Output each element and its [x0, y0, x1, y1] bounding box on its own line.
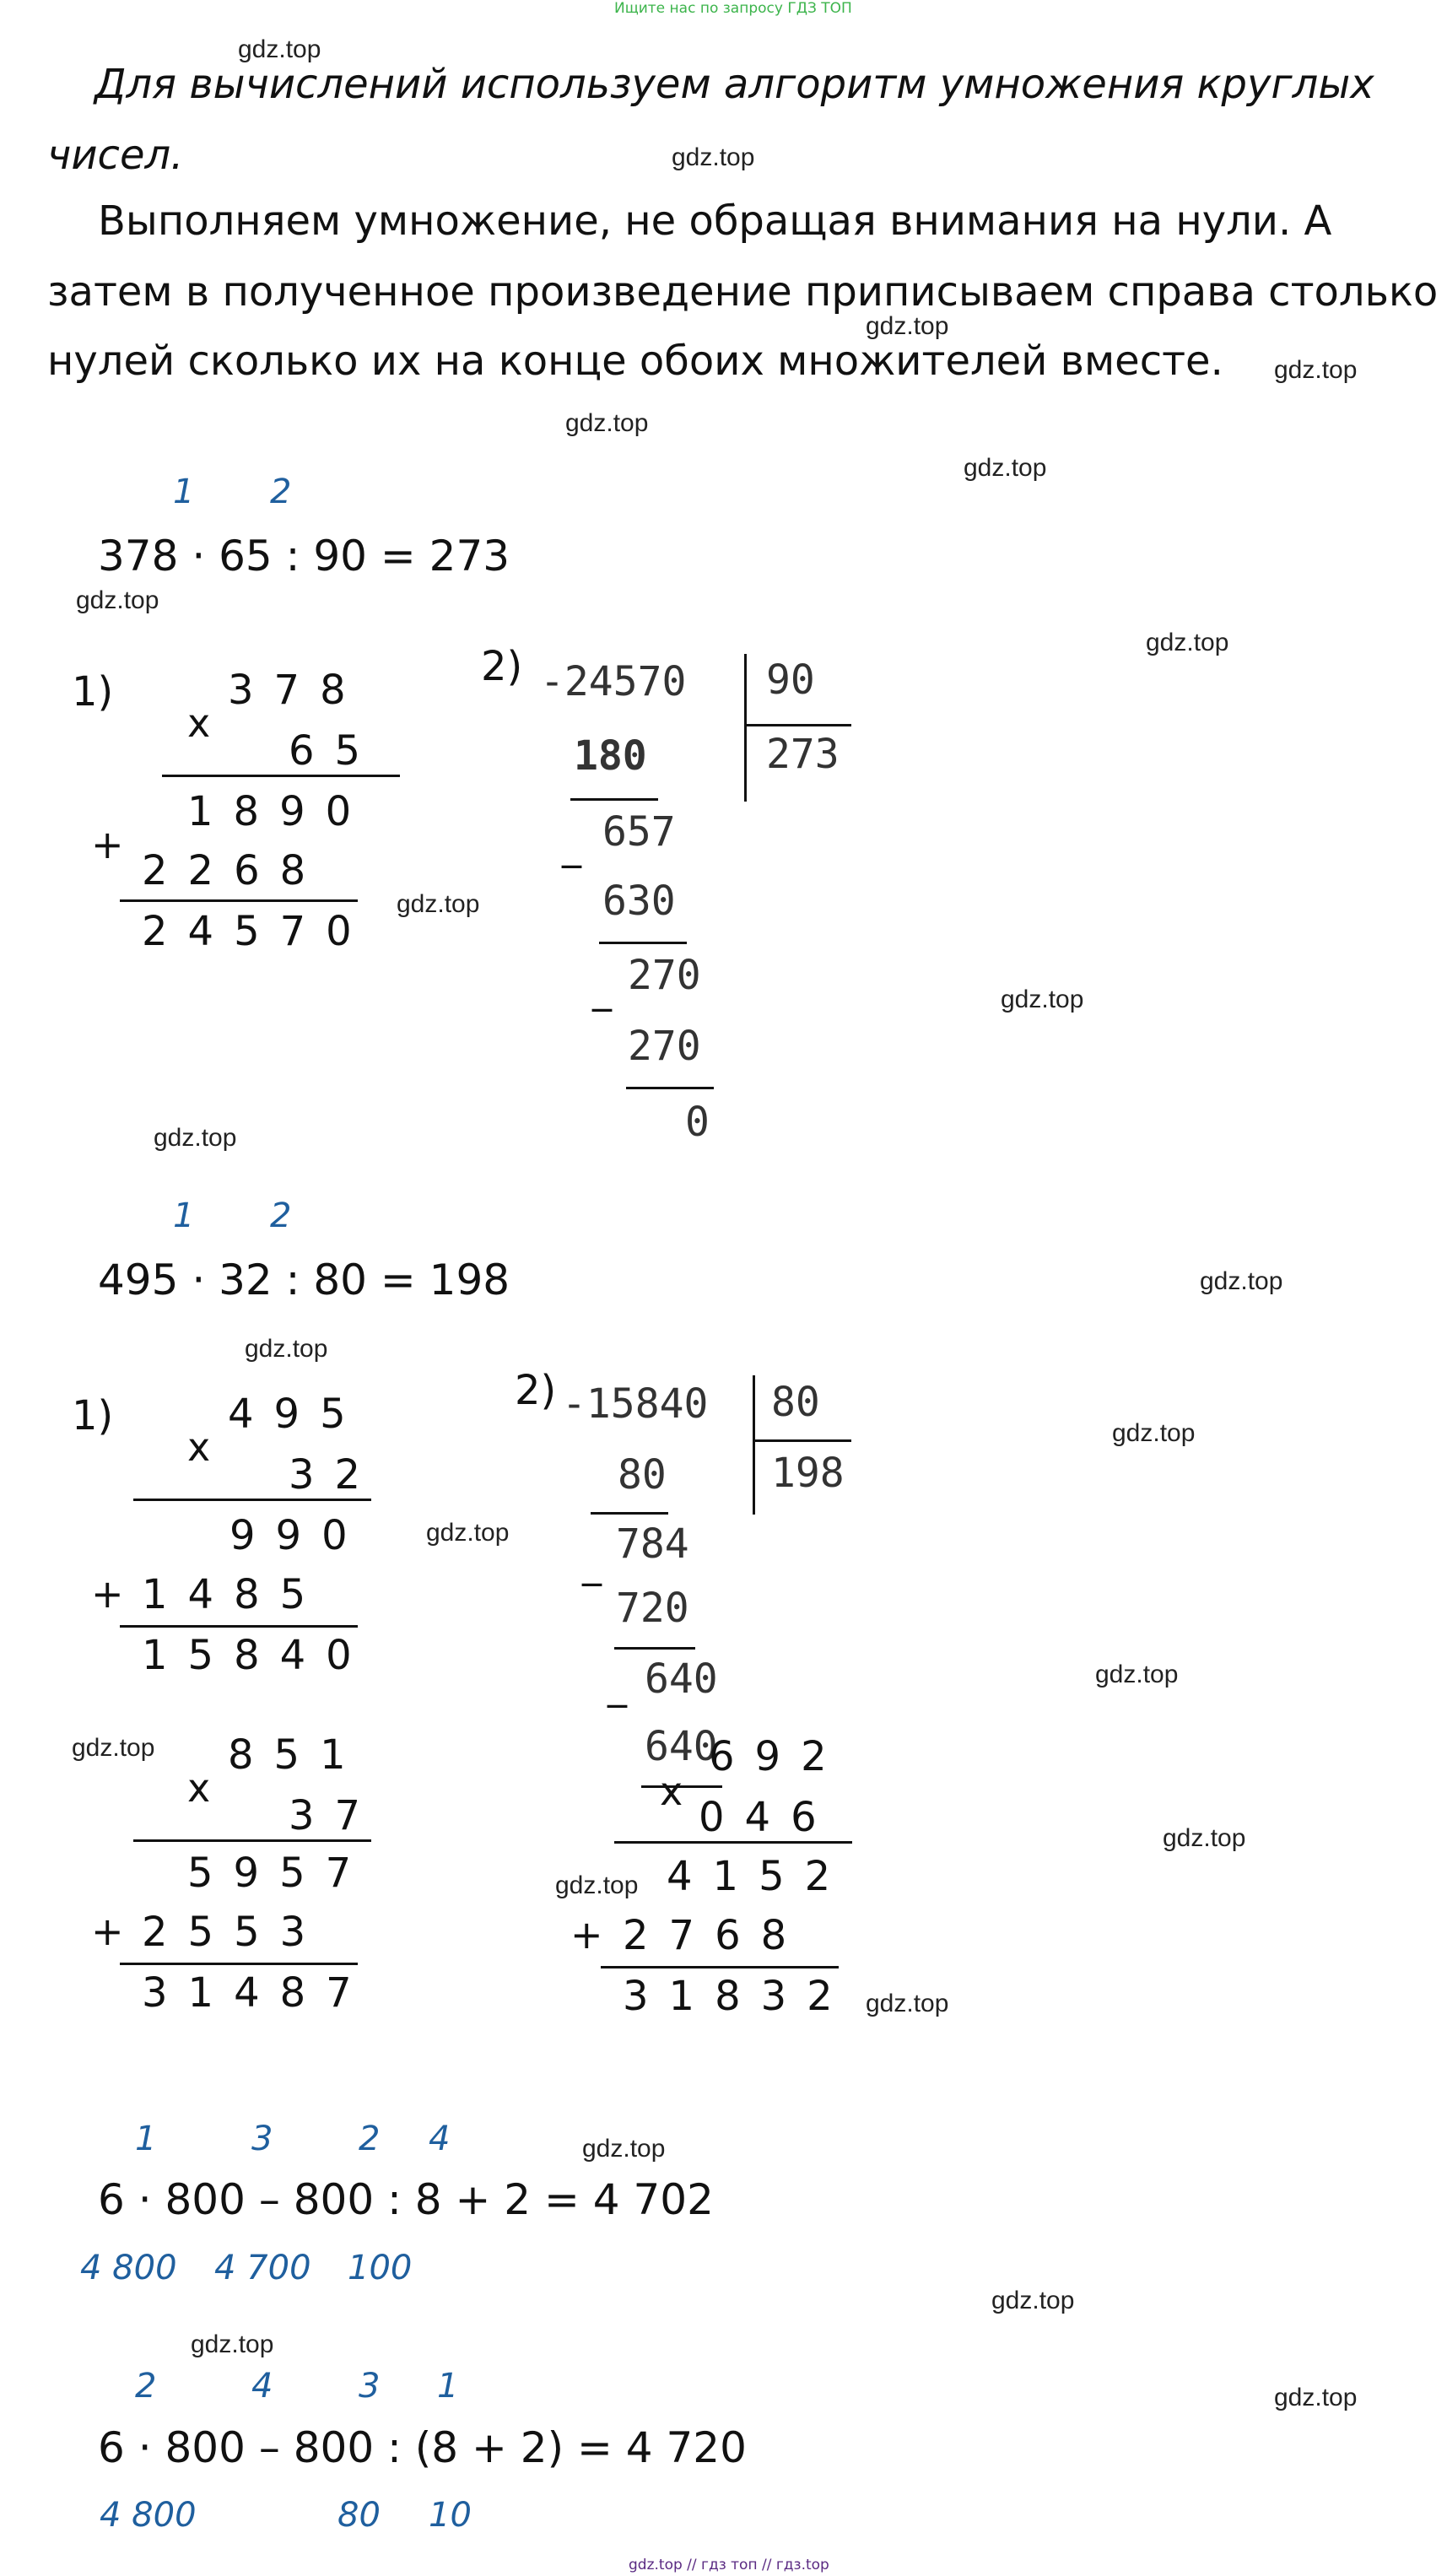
division-step: 270	[628, 952, 701, 999]
watermark: gdz.top	[76, 586, 159, 614]
order-number: 1	[173, 473, 195, 511]
step-label: 2)	[481, 643, 523, 690]
product-result: 24570	[142, 908, 372, 955]
factor: 37	[289, 1792, 381, 1839]
order-number: 1	[437, 2367, 459, 2406]
partial-result: 4 700	[214, 2249, 311, 2287]
division-step: 180	[574, 732, 647, 780]
watermark: gdz.top	[991, 2287, 1075, 2314]
intro-line: чисел.	[47, 132, 184, 179]
partial-result: 4 800	[80, 2249, 177, 2287]
watermark: gdz.top	[1146, 629, 1229, 656]
watermark: gdz.top	[672, 143, 755, 171]
watermark: gdz.top	[245, 1335, 328, 1363]
watermark: gdz.top	[191, 2330, 274, 2358]
watermark: gdz.top	[72, 1734, 155, 1762]
partial-result: 10	[429, 2496, 472, 2535]
plus-sign: +	[91, 1909, 124, 1954]
partial-result: 100	[348, 2249, 413, 2287]
watermark: gdz.top	[1274, 2384, 1358, 2411]
partial-product: 1890	[187, 788, 372, 835]
divisor: 80	[771, 1379, 820, 1426]
order-number: 1	[173, 1196, 195, 1235]
order-number: 2	[270, 1196, 292, 1235]
top-banner[interactable]: Ищите нас по запросу ГДЗ ТОП	[614, 0, 852, 17]
watermark: gdz.top	[555, 1871, 639, 1899]
watermark: gdz.top	[397, 890, 480, 918]
watermark: gdz.top	[426, 1519, 510, 1547]
factor: 851	[228, 1731, 366, 1779]
division-step: 80	[618, 1451, 667, 1499]
partial-result: 4 800	[100, 2496, 197, 2535]
order-number: 4	[251, 2367, 273, 2406]
factor: 046	[699, 1794, 837, 1841]
factor: 692	[709, 1733, 847, 1780]
minus-sign: _	[592, 966, 612, 1012]
watermark: gdz.top	[154, 1124, 237, 1152]
partial-product: 2768	[623, 1912, 807, 1959]
partial-product: 4152	[667, 1853, 851, 1900]
intro-line: нулей сколько их на конце обоих множителей вместе.	[47, 338, 1223, 385]
division-step: 657	[602, 808, 676, 856]
watermark: gdz.top	[238, 35, 321, 63]
watermark: gdz.top	[866, 1990, 949, 2017]
division-step: 630	[602, 878, 676, 925]
product-result: 31487	[142, 1969, 372, 2017]
product-result: 15840	[142, 1632, 372, 1679]
plus-sign: +	[91, 822, 124, 867]
order-number: 1	[135, 2120, 157, 2158]
partial-product: 990	[229, 1512, 368, 1559]
watermark: gdz.top	[1200, 1267, 1283, 1295]
factor: 378	[228, 667, 366, 714]
watermark: gdz.top	[1163, 1824, 1246, 1852]
step-label: 1)	[72, 1392, 114, 1439]
division-step: 640	[645, 1655, 718, 1703]
order-number: 3	[359, 2367, 381, 2406]
watermark: gdz.top	[1001, 986, 1084, 1013]
minus-sign: _	[607, 1662, 627, 1708]
watermark: gdz.top	[582, 2135, 666, 2163]
order-number: 3	[251, 2120, 273, 2158]
watermark: gdz.top	[1095, 1661, 1179, 1688]
quotient: 198	[771, 1450, 845, 1497]
partial-product: 5957	[187, 1850, 372, 1897]
step-label: 1)	[72, 668, 114, 716]
watermark: gdz.top	[1274, 356, 1358, 384]
watermark: gdz.top	[964, 454, 1047, 482]
watermark: gdz.top	[1112, 1419, 1196, 1447]
quotient: 273	[766, 731, 840, 778]
partial-product: 2553	[142, 1909, 327, 1956]
equation: 6 · 800 – 800 : 8 + 2 = 4 702	[98, 2175, 714, 2224]
partial-product: 2268	[142, 847, 327, 894]
step-label: 2)	[515, 1367, 557, 1414]
minus-sign: _	[562, 823, 581, 868]
division-step: 270	[628, 1023, 701, 1070]
multiply-sign: x	[187, 1424, 211, 1470]
watermark: gdz.top	[866, 312, 949, 340]
factor: 32	[289, 1451, 381, 1499]
footer-links[interactable]: gdz.top // гдз топ // гдз.top	[629, 2557, 829, 2573]
divisor: 90	[766, 656, 815, 704]
multiply-sign: x	[187, 1765, 211, 1811]
intro-line: Выполняем умножение, не обращая внимания на нули. А	[98, 197, 1332, 245]
partial-product: 1485	[142, 1571, 327, 1618]
order-number: 2	[135, 2367, 157, 2406]
watermark: gdz.top	[565, 409, 649, 437]
intro-line: затем в полученное произведение приписываем справа столько	[47, 268, 1439, 316]
dividend: -24570	[540, 658, 687, 705]
product-result: 31832	[623, 1973, 853, 2020]
minus-sign: _	[582, 1541, 602, 1586]
intro-line: Для вычислений используем алгоритм умножения круглых	[94, 61, 1374, 108]
plus-sign: +	[91, 1571, 124, 1617]
dividend: -15840	[562, 1380, 709, 1428]
division-step: 640	[645, 1723, 718, 1770]
division-step: 720	[616, 1585, 689, 1632]
multiply-sign: x	[660, 1769, 683, 1814]
order-number: 2	[270, 473, 292, 511]
order-number: 4	[429, 2120, 451, 2158]
equation: 378 · 65 : 90 = 273	[98, 532, 510, 581]
division-remainder: 0	[685, 1099, 710, 1146]
factor: 495	[228, 1391, 366, 1438]
division-step: 784	[616, 1520, 689, 1568]
equation: 495 · 32 : 80 = 198	[98, 1256, 510, 1304]
order-number: 2	[359, 2120, 381, 2158]
plus-sign: +	[570, 1912, 603, 1958]
multiply-sign: x	[187, 700, 211, 746]
equation: 6 · 800 – 800 : (8 + 2) = 4 720	[98, 2423, 747, 2472]
partial-result: 80	[337, 2496, 381, 2535]
factor: 65	[289, 727, 381, 775]
